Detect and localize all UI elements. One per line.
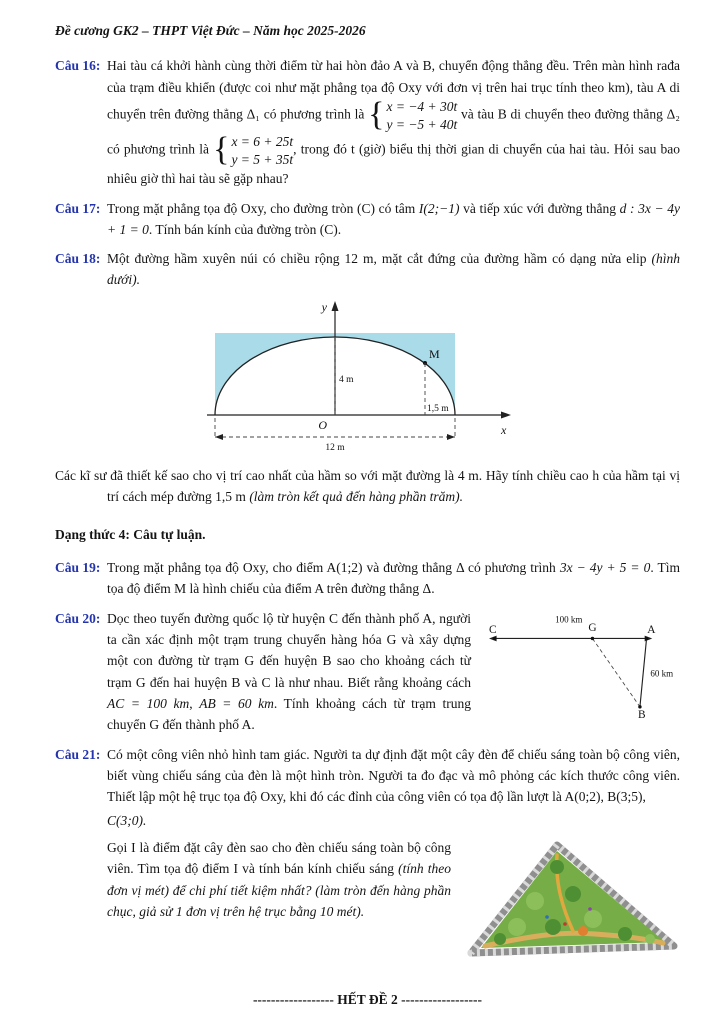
center-point-formula: I(2;−1) — [418, 200, 460, 216]
park-detail-dot — [545, 915, 549, 919]
tunnel-width-label: 12 m — [325, 442, 345, 453]
dimension-arrow-right-icon — [447, 434, 455, 440]
left-brace-icon: { — [213, 131, 230, 169]
road-gb-dashed-line — [592, 638, 639, 706]
question-16-label: Câu 16: — [55, 58, 101, 74]
point-g-label: G — [588, 621, 597, 634]
question-20-text-3: . Tính khoảng cách từ trạm trung chuyển G đến thành phố A. — [107, 696, 472, 733]
tunnel-ellipse-figure — [205, 297, 515, 455]
road-distance-figure — [485, 610, 680, 722]
question-20-label: Câu 20: — [55, 610, 101, 626]
point-c-label: C — [489, 623, 497, 636]
question-21-part-2 — [107, 837, 680, 922]
question-19-body — [107, 557, 680, 600]
distance-ab-formula: AB = 60 km — [199, 696, 274, 712]
system-2-equation-2: y = 5 + 35t — [231, 151, 294, 167]
question-18 — [55, 248, 680, 463]
y-axis-label: y — [321, 299, 327, 314]
question-18-continuation — [55, 465, 680, 508]
question-21-text-1: Có một công viên nhỏ hình tam giác. Người ta dự định đặt một cây đèn để chiếu sáng toàn bộ công viên, biết vùng chiếu sáng của đèn là một hình tròn. Người ta đo đạc và mô phỏng các kích thước công viên. Thiết lập một hệ trục tọa độ Oxy, khi đó các đỉnh của công viên có tọa độ lần lượt là A(0;2), B(3;5), — [107, 746, 680, 805]
dimension-arrow-left-icon — [215, 434, 223, 440]
system-1-equation-2: y = −5 + 40t — [386, 116, 458, 132]
tree-icon — [584, 910, 602, 928]
question-16-text-1: Hai tàu cá khởi hành cùng thời điểm từ hai hòn đảo A và B, chuyển động thẳng đều. Trên màn hình rađa của trạm điều khiển (được coi như mặt phẳng tọa độ Oxy với đơn vị trên hai trục tính theo km), tàu A di chuyển trên đường thẳng Δ₁ có phương trình là — [107, 58, 680, 122]
question-21-text-2-italic: (tính theo đơn vị mét) để chi phí tiết kiệm nhất? (làm tròn đến hàng phần chục, giả sử 1 đơn vị trên hệ trục bằng 10 mét). — [107, 861, 451, 920]
question-21-label: Câu 21: — [55, 746, 101, 762]
equation-system-2 — [213, 133, 293, 168]
question-17-text-3: . Tính bán kính của đường tròn (C). — [148, 221, 342, 237]
question-17-label: Câu 17: — [55, 200, 101, 216]
document-header: Đề cương GK2 – THPT Việt Đức – Năm học 2025-2026 — [55, 23, 366, 38]
tree-icon — [508, 918, 526, 936]
tree-icon — [494, 933, 506, 945]
question-18-label: Câu 18: — [55, 251, 101, 267]
point-c-dot — [493, 637, 496, 640]
tree-icon — [526, 892, 544, 910]
question-21 — [55, 744, 680, 974]
question-18-text-italic: (hình dưới). — [107, 251, 680, 288]
point-a-dot — [645, 637, 648, 640]
point-g-dot — [591, 637, 594, 640]
question-20 — [55, 608, 680, 736]
tree-icon — [545, 919, 561, 935]
question-18-after-text: Các kĩ sư đã thiết kế sao cho vị trí cao nhất của hầm so với mặt đường là 4 m. Hãy tính chiều cao h của hầm tại vị trí cách mép đường 1,5 m — [55, 468, 680, 505]
question-16 — [55, 55, 680, 189]
distance-ab-label: 60 km — [650, 668, 674, 679]
question-21-text-2: Gọi I là điểm đặt cây đèn sao cho đèn chiếu sáng toàn bộ công viên. Tìm tọa độ điểm I và tính bán kính chiếu sáng — [107, 840, 451, 877]
point-b-label: B — [638, 708, 646, 721]
question-20-text-1: Dọc theo tuyến đường quốc lộ từ huyện C đến thành phố A, người ta cần xác định một trạm trung chuyển hàng hóa G và xây dựng một con đường từ trạm G đến huyện B sao cho khoảng cách từ trạm G đến hai huyện B và C là như nhau. Biết rằng khoảng cách — [107, 610, 471, 690]
question-19-text-1: Trong mặt phẳng tọa độ Oxy, cho điểm A(1;2) và đường thẳng Δ có phương trình — [107, 560, 560, 576]
park-detail-dot — [588, 907, 592, 911]
question-16-body — [107, 55, 680, 189]
question-16-text-2: và tàu B di chuyển theo đường thẳng Δ₂ có phương trình là — [107, 106, 681, 157]
point-a-label: A — [647, 623, 656, 636]
question-18-text-1: Một đường hầm xuyên núi có chiều rộng 12 m, mặt cắt đứng của đường hầm có dạng nửa elip — [107, 251, 652, 267]
park-illustration — [465, 839, 680, 961]
system-2-equation-1: x = 6 + 25t — [231, 134, 294, 150]
origin-label: O — [318, 417, 327, 432]
line-d-formula: d : 3x − 4y + 1 = 0 — [107, 200, 680, 237]
edge-offset-label: 1,5 m — [427, 403, 449, 414]
question-19 — [55, 557, 680, 600]
question-17 — [55, 198, 680, 241]
vertex-c-coordinates: C(3;0). — [107, 812, 147, 828]
question-18-after-italic: (làm tròn kết quả đến hàng phần trăm). — [249, 489, 464, 505]
question-21-body — [107, 744, 680, 974]
y-axis-arrow-icon — [332, 301, 339, 311]
tree-icon — [565, 886, 581, 902]
left-brace-icon: { — [368, 96, 385, 134]
park-detail-dot — [563, 922, 567, 926]
x-axis-arrow-icon — [501, 411, 511, 418]
question-18-body — [107, 248, 680, 463]
question-20-body — [107, 608, 680, 736]
question-20-text-2: , — [189, 696, 200, 712]
question-17-text-2: và tiếp xúc với đường thẳng — [459, 200, 620, 216]
system-1-equation-1: x = −4 + 30t — [386, 98, 458, 114]
tree-icon — [645, 934, 655, 944]
tunnel-height-label: 4 m — [339, 374, 354, 385]
park-figure-wrapper — [465, 839, 680, 967]
park-plaza-patch — [578, 926, 588, 936]
question-19-text-2: . Tìm tọa độ điểm M là hình chiếu của điểm A trên đường thẳng Δ. — [107, 560, 680, 597]
road-ab-line — [640, 638, 647, 706]
tree-icon — [618, 927, 632, 941]
line-delta-formula: 3x − 4y + 5 = 0 — [559, 560, 651, 576]
tunnel-figure-wrapper — [205, 297, 680, 461]
x-axis-label: x — [501, 422, 507, 437]
question-19-label: Câu 19: — [55, 560, 101, 576]
section-4-title: Dạng thức 4: Câu tự luận. — [55, 526, 206, 542]
road-figure-wrapper — [485, 610, 680, 728]
question-17-text-1: Trong mặt phẳng tọa độ Oxy, cho đường tròn (C) có tâm — [107, 200, 419, 216]
question-16-text-3: , trong đó t (giờ) biểu thị thời gian di chuyển của hai tàu. Hỏi sau bao nhiêu giờ thì hai tàu sẽ gặp nhau? — [107, 141, 681, 187]
distance-ac-formula: AC = 100 km — [107, 696, 190, 712]
distance-ca-label: 100 km — [555, 614, 583, 625]
point-m-label: M — [429, 346, 440, 361]
point-b-dot — [638, 705, 641, 708]
equation-system-1 — [368, 98, 457, 133]
question-17-body — [107, 198, 680, 241]
tree-icon — [550, 860, 564, 874]
end-of-exam-marker: ------------------ HẾT ĐỀ 2 ------------------ — [252, 992, 483, 1008]
